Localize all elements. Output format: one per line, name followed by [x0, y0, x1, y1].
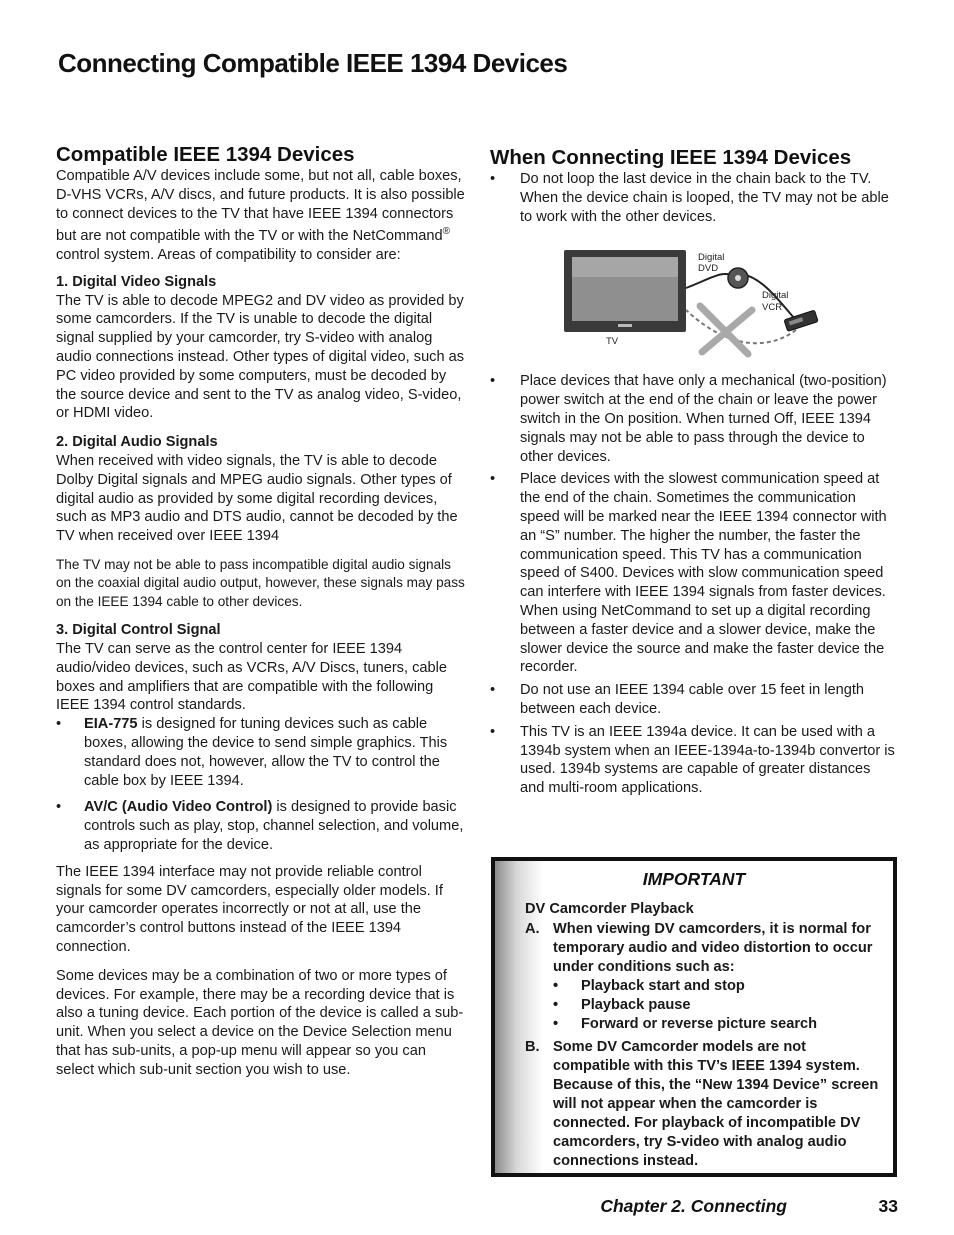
bullet-dot: • [56, 799, 62, 816]
sub-unit-paragraph: Some devices may be a combination of two or more types of devices. For example, there may be a recording device that is also a tuning device. Each portion of the device is called a sub-unit. When you select a device on the Device Selection menu that has sub-units, a pop-up menu will appear so you can select which sub-unit section you wish to use. [56, 967, 464, 1078]
list-item [490, 470, 898, 677]
intro-paragraph [56, 167, 466, 265]
footer-chapter: Chapter 2. Connecting [600, 1196, 787, 1216]
bullet-dot: • [490, 171, 496, 187]
important-body [525, 900, 887, 1171]
dvd-label-line2: DVD [698, 263, 719, 275]
control-standards-list [56, 715, 466, 855]
device-loop-diagram [562, 248, 822, 360]
important-item-b [525, 1038, 887, 1171]
standard-name: AV/C (Audio Video Control) [84, 799, 273, 816]
bullet-dot: • [553, 1016, 559, 1032]
list-item [490, 723, 898, 798]
section-digital-video-body: The TV is able to decode MPEG2 and DV video as provided by some camcorders. If the TV is unable to decode the digital signal supplied by your camcorder, try S-video with analog audio connections instead. Other types of digital video, such as PC video provided by some computers, must be decoded by the source device and sent to the TV as analog video, S-video, or HDMI video. [56, 292, 465, 422]
important-box [491, 857, 897, 1177]
tv-screen-glare [572, 257, 678, 277]
connection-tips-list [490, 372, 898, 798]
section-digital-audio-title: 2. Digital Audio Signals [56, 434, 218, 451]
section-digital-control-body: The TV can serve as the control center for IEEE 1394 audio/video devices, such as VCRs, A/V Discs, tuners, cable boxes and amplifiers that are compatible with the following IEEE 1394 control standards. [56, 641, 447, 714]
tv-badge [618, 324, 632, 327]
when-connecting-heading: When Connecting IEEE 1394 Devices [490, 146, 852, 169]
dvd-label-line1: Digital [698, 252, 725, 264]
page-title: Connecting Compatible IEEE 1394 Devices [58, 48, 568, 78]
section-digital-audio-body: When received with video signals, the TV is able to decode Dolby Digital signals and MPEG audio signals. Other types of digital audio as provided by some digital recording devices, such as MP3 audio and DTS audio, cannot be decoded by the TV when received over IEEE 1394 [56, 453, 458, 545]
list-item [490, 170, 898, 226]
condition-text: Forward or reverse picture search [581, 1016, 818, 1032]
intro-text-b: control system. Areas of compatibility to consider are: [56, 247, 401, 264]
section-digital-video-title: 1. Digital Video Signals [56, 273, 217, 290]
dv-camcorder-paragraph: The IEEE 1394 interface may not provide reliable control signals for some DV camcorders, especially older models. If your camcorder operates incorrectly or not at all, use the camcorder’s control buttons instead of the IEEE 1394 connection. [56, 863, 443, 955]
item-label: B. [525, 1039, 540, 1055]
bullet-dot: • [490, 723, 496, 740]
compatible-devices-heading: Compatible IEEE 1394 Devices [56, 143, 355, 166]
condition-text: Playback start and stop [581, 978, 745, 994]
cross-out-icon [700, 306, 752, 354]
registered-mark: ® [442, 226, 451, 238]
diagram-svg [562, 248, 822, 360]
important-item-a [525, 920, 887, 977]
item-label: A. [525, 921, 540, 937]
item-text: When viewing DV camcorders, it is normal for temporary audio and video distortion to occur under conditions such as: [553, 921, 873, 975]
bullet-dot: • [490, 471, 496, 488]
list-item [525, 977, 887, 996]
loop-warning-text: Do not loop the last device in the chain back to the TV. When the device chain is looped, the TV may not be able to work with the other devices. [520, 171, 889, 225]
vcr-label-line1: Digital [762, 290, 789, 302]
loop-warning-list [490, 170, 898, 226]
list-item [525, 996, 887, 1015]
cable-tv-dvd [686, 274, 734, 288]
standard-description: is designed to provide basic controls such as play, stop, channel selection, and volume, as appropriate for the device. [84, 799, 464, 853]
disc-hole [735, 275, 741, 281]
list-item [490, 372, 898, 466]
intro-text-a: Compatible A/V devices include some, but not all, cable boxes, D-VHS VCRs, A/V discs, and future products. It is also possible to connect devices to the TV that have IEEE 1394 connectors but are not compatible with the TV or with the NetCommand [56, 168, 465, 245]
bullet-dot: • [490, 373, 496, 390]
standard-description: is designed for tuning devices such as cable boxes, allowing the device to send simple graphics. This standard does not, however, allow the TV to control the cable box by IEEE 1394. [84, 716, 448, 789]
tv-label: TV [606, 336, 619, 348]
tip-text: Place devices with the slowest communication speed at the end of the chain. Sometimes the communication speed will be marked near the IEEE 1394 connector with an “S” number. The higher the number, the faster the communication speed. This TV has a communication speed of S400. Devices with slow communication speed can interfere with IEEE 1394 signals from faster devices. When using NetCommand to set up a digital recording between a faster device and a slower device, make the slower device the source and make the faster device the recorder. [520, 471, 887, 676]
tip-text: Place devices that have only a mechanical (two-position) power switch at the end of the chain or leave the power switch in the On position. When turned Off, IEEE 1394 signals may not be able to pass through the device to other devices. [520, 373, 887, 465]
section-digital-control-title: 3. Digital Control Signal [56, 622, 221, 639]
list-item [525, 1015, 887, 1034]
list-item [56, 715, 466, 790]
bullet-dot: • [490, 682, 496, 699]
important-subtitle: DV Camcorder Playback [525, 901, 694, 917]
right-column [490, 146, 898, 798]
tip-text: Do not use an IEEE 1394 cable over 15 feet in length between each device. [520, 682, 865, 717]
left-column [56, 143, 466, 1080]
important-title: IMPORTANT [642, 869, 746, 889]
digital-audio-note: The TV may not be able to pass incompatible digital audio signals on the coaxial digital audio output, however, these signals may pass on the IEEE 1394 cable to other devices. [56, 557, 465, 609]
vcr-label-line2: VCR [762, 302, 783, 314]
bullet-dot: • [553, 997, 559, 1013]
item-text: Some DV Camcorder models are not compatible with this TV’s IEEE 1394 system. Because of this, the “New 1394 Device” screen will not appear when the camcorder is connected. For playback of incompatible DV camcorders, try S-video with analog audio connections instead. [553, 1039, 879, 1169]
bullet-dot: • [56, 716, 62, 733]
bullet-dot: • [553, 978, 559, 994]
tip-text: This TV is an IEEE 1394a device. It can be used with a 1394b system when an IEEE-1394a-to-1394b convertor is used. 1394b systems are capable of greater distances and multi-room applications. [520, 723, 895, 797]
condition-text: Playback pause [581, 997, 691, 1013]
standard-name: EIA-775 [84, 716, 138, 733]
list-item [56, 798, 466, 854]
page-number: 33 [878, 1196, 898, 1216]
list-item [490, 681, 898, 719]
